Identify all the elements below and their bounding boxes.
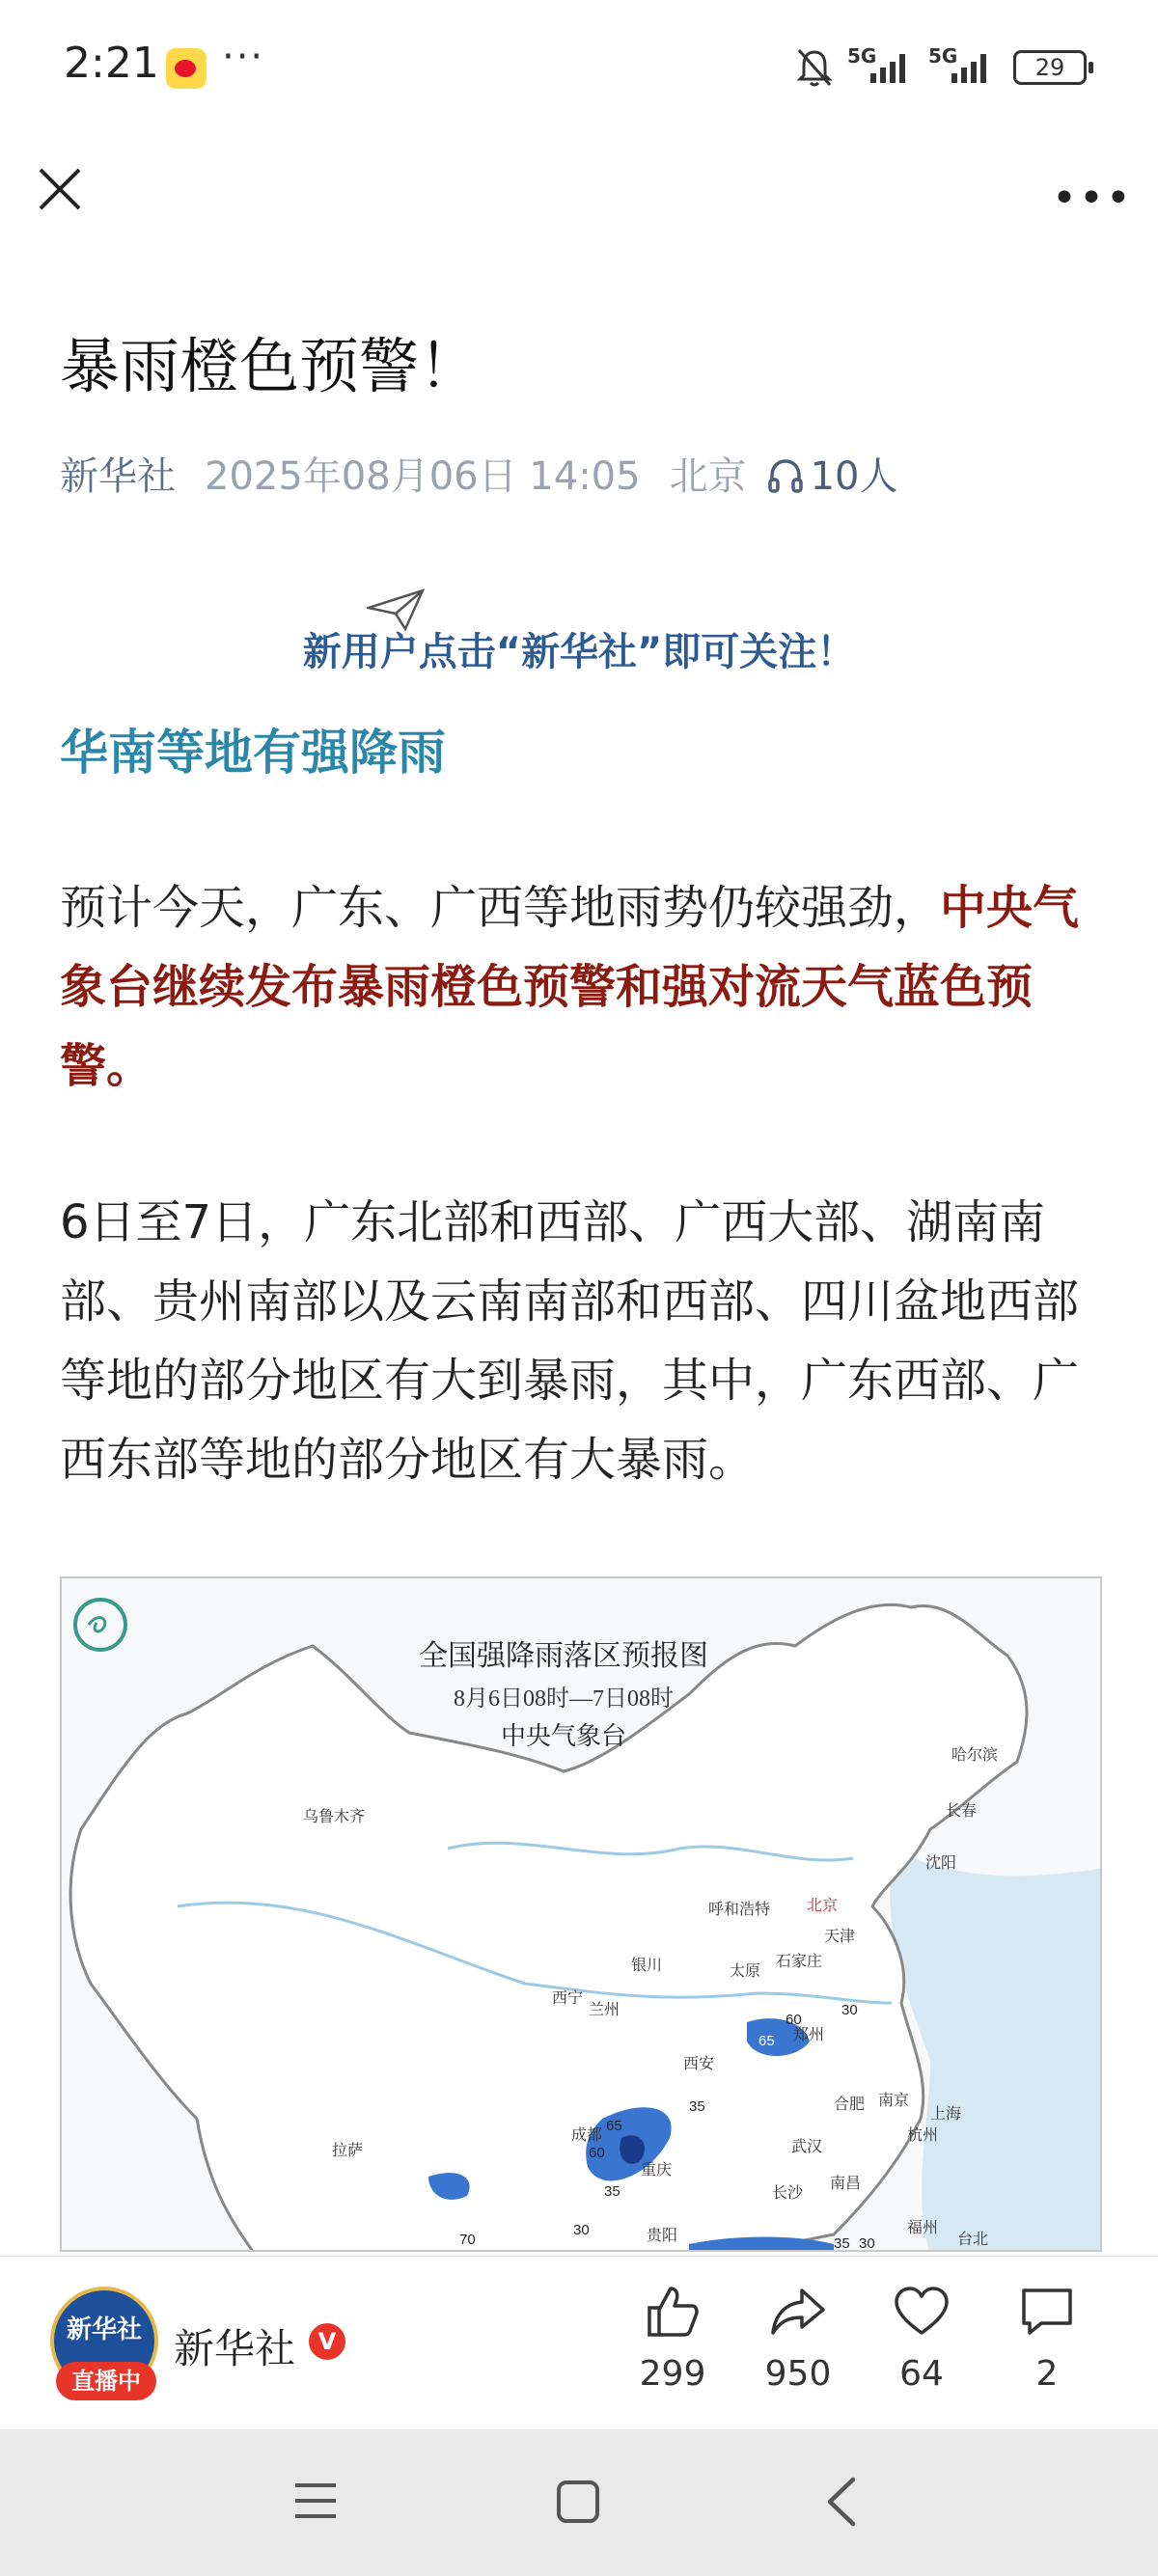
clock: 2:21: [64, 39, 159, 88]
city-label: 兰州: [589, 2002, 620, 2018]
city-label: 南京: [878, 2093, 910, 2109]
rain-value: 30: [841, 2002, 858, 2018]
publish-datetime: 2025年08月06日 14:05: [205, 454, 641, 499]
publish-location: 北京: [669, 454, 747, 499]
city-label: 重庆: [641, 2162, 673, 2179]
back-icon[interactable]: [822, 2476, 861, 2528]
city-label: 石家庄: [776, 1954, 823, 1970]
headphones-icon: [766, 456, 805, 495]
city-label: 贵阳: [647, 2228, 678, 2244]
rain-value: 35: [834, 2235, 850, 2252]
rain-value: 30: [573, 2222, 590, 2238]
city-label: 北京: [807, 1898, 839, 1914]
city-label: 长沙: [772, 2185, 804, 2202]
city-label: 银川: [631, 1958, 663, 1974]
china-map: [62, 1578, 1102, 2252]
city-label: 合肥: [834, 2096, 866, 2113]
bell-muted-icon: [795, 46, 834, 89]
weibo-notification-icon: [166, 48, 207, 89]
follow-prompt[interactable]: 新用户点击“新华社”即可关注！: [302, 630, 856, 674]
comment-icon: [1018, 2283, 1076, 2341]
city-label: 天津: [824, 1929, 856, 1945]
city-label: 郑州: [793, 2027, 825, 2043]
map-title: 全国强降雨落区预报图: [419, 1640, 708, 1672]
city-label: 长春: [946, 1803, 978, 1820]
city-label: 福州: [907, 2220, 939, 2236]
city-label: 南昌: [830, 2176, 862, 2192]
city-label: 台北: [957, 2232, 989, 2248]
section-subheading: 华南等地有强降雨: [60, 725, 446, 781]
paragraph-1-highlight: 中央气象台继续发布暴雨橙色预警和强对流天气蓝色预警。: [60, 881, 1080, 1093]
signal-bars-icon: [868, 50, 915, 83]
rain-value: 35: [604, 2183, 620, 2200]
paragraph-2: 6日至7日，广东北部和西部、广西大部、湖南南部、贵州南部以及云南南部和西部、四川盆地西部等地的部分地区有大到暴雨，其中，广东西部、广西东部等地的部分地区有大暴雨。: [60, 1195, 1080, 1487]
verified-badge-icon: V: [309, 2323, 345, 2360]
city-label: 上海: [930, 2106, 962, 2123]
signal-label-1: 5G: [847, 44, 877, 68]
map-issuer: 中央气象台: [500, 1722, 627, 1750]
listen-button[interactable]: [766, 454, 898, 499]
city-label: 武汉: [791, 2139, 823, 2155]
rainfall-forecast-map[interactable]: [60, 1576, 1102, 2252]
like-count: 299: [639, 2354, 706, 2394]
map-period: 8月6日08时—7日08时: [454, 1686, 674, 1712]
share-count: 950: [764, 2354, 832, 2394]
comment-button[interactable]: [994, 2283, 1100, 2394]
favorite-button[interactable]: [868, 2283, 975, 2394]
source-link[interactable]: 新华社: [60, 454, 176, 499]
home-icon[interactable]: [554, 2478, 602, 2526]
system-navigation-bar: [0, 2429, 1158, 2576]
paragraph-1: [60, 868, 1102, 1106]
share-icon: [769, 2283, 827, 2341]
close-icon[interactable]: [33, 162, 87, 216]
city-label: 呼和浩特: [708, 1902, 771, 1918]
rain-value: 60: [786, 2012, 802, 2028]
live-badge[interactable]: 直播中: [56, 2362, 156, 2400]
city-label: 哈尔滨: [951, 1747, 999, 1764]
heart-icon: [893, 2283, 951, 2341]
account-name[interactable]: 新华社: [174, 2325, 296, 2372]
city-label: 成都: [571, 2127, 603, 2144]
favorite-count: 64: [899, 2354, 944, 2394]
listener-count: 10人: [810, 454, 898, 499]
city-label: 西安: [683, 2056, 715, 2072]
like-button[interactable]: [620, 2283, 726, 2394]
rain-value: 35: [689, 2098, 705, 2115]
status-bar: [0, 0, 1158, 135]
article-meta: [60, 446, 898, 501]
city-label: 杭州: [907, 2127, 939, 2144]
thumbs-up-icon: [644, 2283, 702, 2341]
city-label: 西宁: [552, 1990, 584, 2007]
paragraph-1-text: 预计今天，广东、广西等地雨势仍较强劲，: [60, 881, 941, 935]
rain-value: 60: [589, 2145, 605, 2161]
rain-value: 70: [459, 2232, 476, 2248]
signal-bars-icon: [950, 50, 996, 83]
comment-count: 2: [1035, 2354, 1059, 2394]
menu-icon[interactable]: [291, 2480, 340, 2522]
rain-value: 65: [606, 2118, 622, 2134]
more-notifications-icon: ···: [222, 35, 265, 79]
more-options-button[interactable]: •••: [1052, 174, 1133, 223]
article-title: 暴雨橙色预警！: [60, 331, 480, 401]
rain-value: 30: [859, 2235, 875, 2252]
avatar-logo-text: 新华社: [66, 2316, 142, 2344]
city-label: 沈阳: [925, 1855, 957, 1872]
signal-label-2: 5G: [928, 44, 958, 68]
share-button[interactable]: [745, 2283, 851, 2394]
city-label: 乌鲁木齐: [303, 1809, 366, 1825]
city-label: 太原: [730, 1963, 761, 1980]
city-label: 拉萨: [332, 2143, 364, 2159]
battery-indicator: 29: [1013, 50, 1087, 85]
rain-value: 65: [758, 2033, 775, 2049]
